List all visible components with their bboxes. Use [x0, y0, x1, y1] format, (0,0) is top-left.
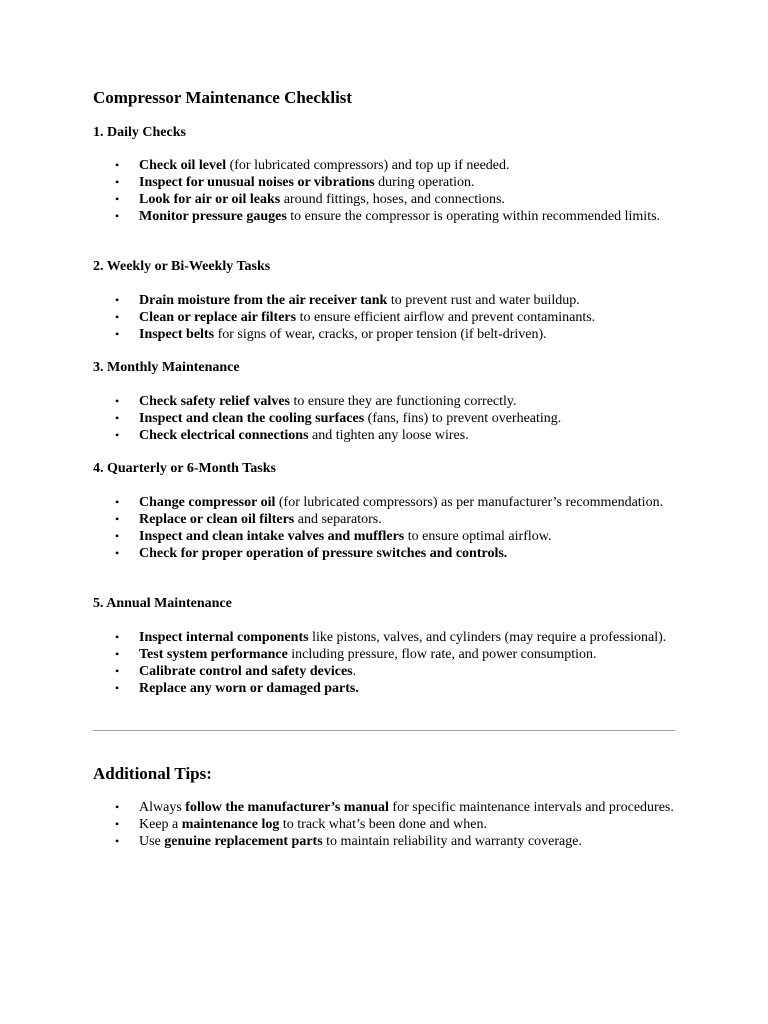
list-item: • Always follow the manufacturer’s manual for specific maintenance intervals and procedures.: [115, 800, 674, 815]
list-item: • Check safety relief valves to ensure they are functioning correctly.: [115, 394, 517, 409]
section-heading-quarterly: 4. Quarterly or 6-Month Tasks: [93, 461, 276, 476]
document-title: Compressor Maintenance Checklist: [93, 88, 353, 107]
list-annual-maintenance: [93, 629, 678, 697]
section-heading-annual: 5. Annual Maintenance: [93, 596, 232, 611]
list-item: • Use genuine replacement parts to maintain reliability and warranty coverage.: [115, 834, 582, 849]
bullet-icon: •: [115, 681, 120, 695]
bullet-icon: •: [115, 529, 120, 543]
horizontal-divider: [93, 730, 675, 731]
list-item: • Inspect internal components like pistons, valves, and cylinders (may require a professional).: [115, 630, 667, 645]
list-item: • Check electrical connections and tighten any loose wires.: [115, 428, 469, 443]
bullet-icon: •: [115, 394, 120, 408]
list-item: • Calibrate control and safety devices.: [115, 664, 357, 679]
list-item: • Test system performance including pressure, flow rate, and power consumption.: [115, 647, 597, 662]
bullet-icon: •: [115, 327, 120, 341]
bullet-icon: •: [115, 192, 120, 206]
list-item: • Inspect belts for signs of wear, cracks, or proper tension (if belt-driven).: [115, 327, 547, 342]
tips-heading: Additional Tips:: [93, 764, 212, 783]
list-item: • Change compressor oil (for lubricated compressors) as per manufacturer’s recommendation.: [115, 495, 664, 510]
list-item: • Drain moisture from the air receiver tank to prevent rust and water buildup.: [115, 293, 580, 308]
list-daily-checks: [93, 157, 678, 225]
bullet-icon: •: [115, 834, 120, 848]
list-item: • Replace any worn or damaged parts.: [115, 681, 359, 696]
bullet-icon: •: [115, 158, 120, 172]
list-item: • Monitor pressure gauges to ensure the compressor is operating within recommended limits.: [115, 209, 661, 224]
bullet-icon: •: [115, 630, 120, 644]
bullet-icon: •: [115, 546, 120, 560]
list-weekly-tasks: [93, 292, 678, 343]
section-heading-daily: 1. Daily Checks: [93, 125, 186, 140]
list-quarterly-tasks: [93, 494, 678, 562]
list-item: • Clean or replace air filters to ensure efficient airflow and prevent contaminants.: [115, 310, 596, 325]
bullet-icon: •: [115, 310, 120, 324]
bullet-icon: •: [115, 209, 120, 223]
list-additional-tips: [93, 799, 678, 850]
list-item: • Replace or clean oil filters and separators.: [115, 512, 382, 527]
bullet-icon: •: [115, 800, 120, 814]
bullet-icon: •: [115, 495, 120, 509]
bullet-icon: •: [115, 512, 120, 526]
list-item: • Check oil level (for lubricated compressors) and top up if needed.: [115, 158, 510, 173]
bullet-icon: •: [115, 411, 120, 425]
list-item: • Inspect for unusual noises or vibrations during operation.: [115, 175, 475, 190]
bullet-icon: •: [115, 175, 120, 189]
bullet-icon: •: [115, 664, 120, 678]
section-heading-monthly: 3. Monthly Maintenance: [93, 360, 240, 375]
list-monthly-maintenance: [93, 393, 678, 444]
bullet-icon: •: [115, 817, 120, 831]
list-item: • Inspect and clean the cooling surfaces (fans, fins) to prevent overheating.: [115, 411, 562, 426]
bullet-icon: •: [115, 647, 120, 661]
list-item: • Check for proper operation of pressure switches and controls.: [115, 546, 508, 561]
bullet-icon: •: [115, 293, 120, 307]
list-item: • Keep a maintenance log to track what’s been done and when.: [115, 817, 487, 832]
section-heading-weekly: 2. Weekly or Bi-Weekly Tasks: [93, 259, 271, 274]
bullet-icon: •: [115, 428, 120, 442]
list-item: • Inspect and clean intake valves and mufflers to ensure optimal airflow.: [115, 529, 552, 544]
list-item: • Look for air or oil leaks around fittings, hoses, and connections.: [115, 192, 505, 207]
